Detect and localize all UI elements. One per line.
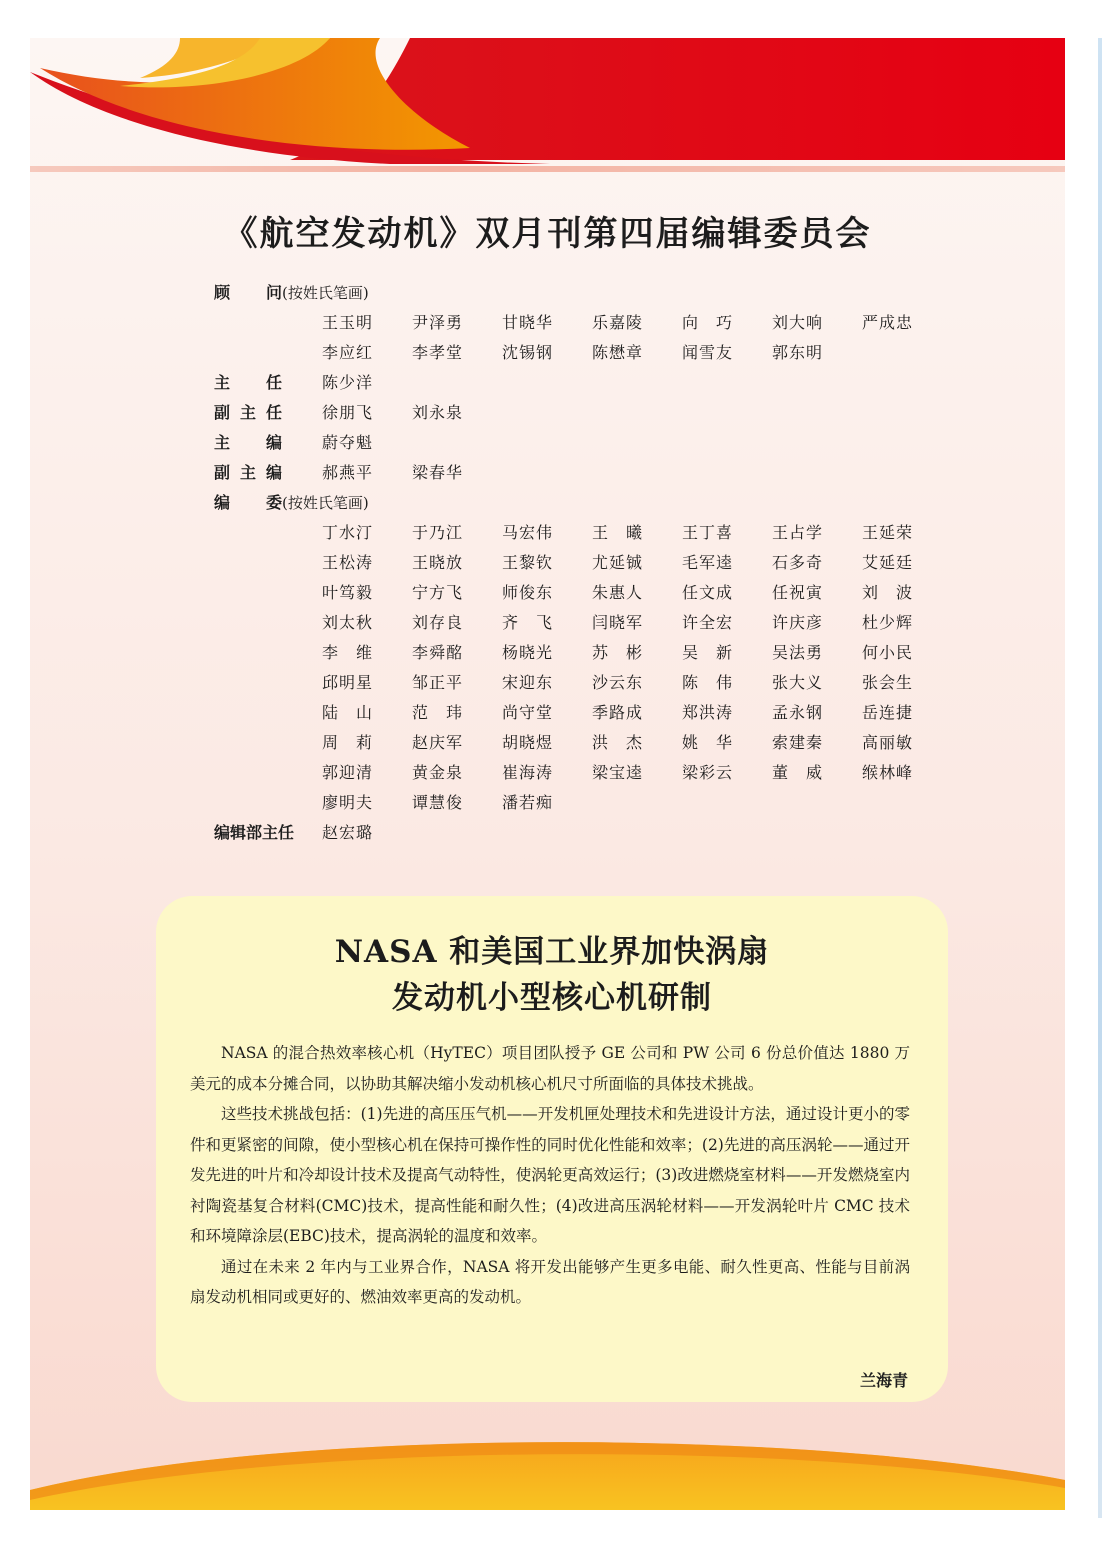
article-title-line2: 发动机小型核心机研制 [392,980,712,1016]
article-paragraph: 这些技术挑战包括：(1)先进的高压压气机——开发机匣处理技术和先进设计方法，通过设计更小的零件和更紧密的间隙，使小型核心机在保持可操作性的同时优化性能和效率；(2)先进的高压涡轮——通过开发先进的叶片和冷却设计技术及提高气动特性，使涡轮更高效运行；(3)改进燃烧室材料——开发燃烧室内衬陶瓷基复合材料(CMC)技术，提高性能和耐久性；(4)改进高压涡轮材料——开发涡轮叶片 CMC 技术和环境障涂层(EBC)技术，提高涡轮的温度和效率。 [190,1105,910,1245]
member-name: 沈锡钢 [502,343,554,362]
member-name: 宁方飞 [412,583,464,602]
member-name: 王 曦 [592,523,644,542]
journal-page [30,38,1065,1510]
article-paragraph: 通过在未来 2 年内与工业界合作，NASA 将开发出能够产生更多电能、耐久性更高、性能与目前涡扇发动机相同或更好的、燃油效率更高的发动机。 [190,1257,910,1306]
member-name: 谭慧俊 [412,793,464,812]
name-row [322,430,962,460]
member-name: 邱明星 [322,673,374,692]
editorial-office-director-names [322,820,962,850]
member-name: 严成忠 [862,313,914,332]
member-name: 师俊东 [502,583,554,602]
role-editor-in-chief: 主 编 [214,433,283,452]
member-name: 陈 伟 [682,673,734,692]
member-name: 何小民 [862,643,914,662]
name-row [322,550,962,580]
header-banner [30,38,1065,173]
member-name: 张会生 [862,673,914,692]
member-name: 石多奇 [772,553,824,572]
member-name: 王延荣 [862,523,914,542]
member-name: 刘大响 [772,313,824,332]
member-name: 孟永钢 [772,703,824,722]
role-director: 主 任 [214,373,283,392]
member-name: 朱惠人 [592,583,644,602]
member-name: 王占学 [772,523,824,542]
name-row [322,760,962,790]
member-name: 崔海涛 [502,763,554,782]
article-body [190,1038,910,1313]
name-row [322,670,962,700]
member-name: 于乃江 [412,523,464,542]
member-name: 姚 华 [682,733,734,752]
member-name: 丁水汀 [322,523,374,542]
member-name: 李 维 [322,643,374,662]
member-name: 叶笃毅 [322,583,374,602]
member-name: 王松涛 [322,553,374,572]
banner-divider [30,166,1065,172]
member-name: 杨晓光 [502,643,554,662]
name-row [322,700,962,730]
member-name: 毛军逵 [682,553,734,572]
member-name: 郑洪涛 [682,703,734,722]
member-name: 任祝寅 [772,583,824,602]
member-name: 洪 杰 [592,733,644,752]
director-names [322,370,962,400]
committee-member-names [322,520,962,820]
role-editorial-office-director: 编辑部主任 [214,823,295,842]
member-name: 梁彩云 [682,763,734,782]
role-advisors: 顾 问(按姓氏笔画) [214,283,369,302]
member-name: 任文成 [682,583,734,602]
name-row [322,460,962,490]
name-row [322,520,962,550]
page-title: 《航空发动机》双月刊第四届编辑委员会 [223,214,872,254]
member-name: 岳连捷 [862,703,914,722]
name-row [322,400,962,430]
member-name: 李舜酩 [412,643,464,662]
name-row [322,610,962,640]
article-author: 兰海青 [859,1371,908,1390]
member-name: 周 莉 [322,733,374,752]
name-row [322,340,962,370]
member-name: 沙云东 [592,673,644,692]
deputy-editor-names [322,460,962,490]
member-name: 吴 新 [682,643,734,662]
name-row [322,730,962,760]
member-name: 齐 飞 [502,613,554,632]
role-deputy-editor: 副 主 编 [214,463,283,482]
member-name: 赵宏璐 [322,823,374,842]
member-name: 梁春华 [412,463,464,482]
member-name: 王丁喜 [682,523,734,542]
adjacent-page-edge [1098,38,1102,1518]
member-name: 赵庆军 [412,733,464,752]
name-row [322,370,962,400]
member-name: 马宏伟 [502,523,554,542]
member-name: 季路成 [592,703,644,722]
member-name: 刘太秋 [322,613,374,632]
role-committee-members: 编 委(按姓氏笔画) [214,493,369,512]
footer-wave [30,1418,1065,1510]
member-name: 高丽敏 [862,733,914,752]
member-name: 陈少洋 [322,373,374,392]
member-name: 潘若痴 [502,793,554,812]
member-name: 廖明夫 [322,793,374,812]
member-name: 刘存良 [412,613,464,632]
article-paragraph: NASA 的混合热效率核心机（HyTEC）项目团队授予 GE 公司和 PW 公司 6 份总价值达 1880 万美元的成本分摊合同，以协助其解决缩小发动机核心机尺寸所面临的具体技术挑战。 [190,1044,910,1093]
member-name: 尤延铖 [592,553,644,572]
member-name: 李应红 [322,343,374,362]
name-row [322,640,962,670]
member-name: 许全宏 [682,613,734,632]
name-row [322,310,962,340]
advisor-names [322,310,962,370]
member-name: 缑林峰 [862,763,914,782]
member-name: 郭东明 [772,343,824,362]
member-name: 陈懋章 [592,343,644,362]
member-name: 苏 彬 [592,643,644,662]
member-name: 艾延廷 [862,553,914,572]
member-name: 刘永泉 [412,403,464,422]
role-deputy-director: 副 主 任 [214,403,283,422]
member-name: 闻雪友 [682,343,734,362]
member-name: 尹泽勇 [412,313,464,332]
member-name: 郭迎清 [322,763,374,782]
member-name: 杜少辉 [862,613,914,632]
member-name: 李孝堂 [412,343,464,362]
member-name: 蔚夺魁 [322,433,374,452]
editor-in-chief-names [322,430,962,460]
member-name: 黄金泉 [412,763,464,782]
member-name: 王黎钦 [502,553,554,572]
role-note: (按姓氏笔画) [282,494,369,512]
member-name: 甘晓华 [502,313,554,332]
member-name: 张大义 [772,673,824,692]
name-row [322,580,962,610]
member-name: 许庆彦 [772,613,824,632]
deputy-director-names [322,400,962,430]
member-name: 闫晓军 [592,613,644,632]
member-name: 乐嘉陵 [592,313,644,332]
member-name: 王玉明 [322,313,374,332]
member-name: 董 威 [772,763,824,782]
member-name: 胡晓煜 [502,733,554,752]
member-name: 王晓放 [412,553,464,572]
member-name: 邹正平 [412,673,464,692]
member-name: 范 玮 [412,703,464,722]
member-name: 向 巧 [682,313,734,332]
member-name: 陆 山 [322,703,374,722]
news-box [156,896,948,1402]
member-name: 吴法勇 [772,643,824,662]
article-title-line1: NASA 和美国工业界加快涡扇 [334,934,770,970]
member-name: 刘 波 [862,583,914,602]
role-note: (按姓氏笔画) [282,284,369,302]
member-name: 宋迎东 [502,673,554,692]
member-name: 徐朋飞 [322,403,374,422]
member-name: 梁宝逵 [592,763,644,782]
name-row [322,820,962,850]
member-name: 索建秦 [772,733,824,752]
member-name: 尚守堂 [502,703,554,722]
member-name: 郝燕平 [322,463,374,482]
name-row [322,790,962,820]
